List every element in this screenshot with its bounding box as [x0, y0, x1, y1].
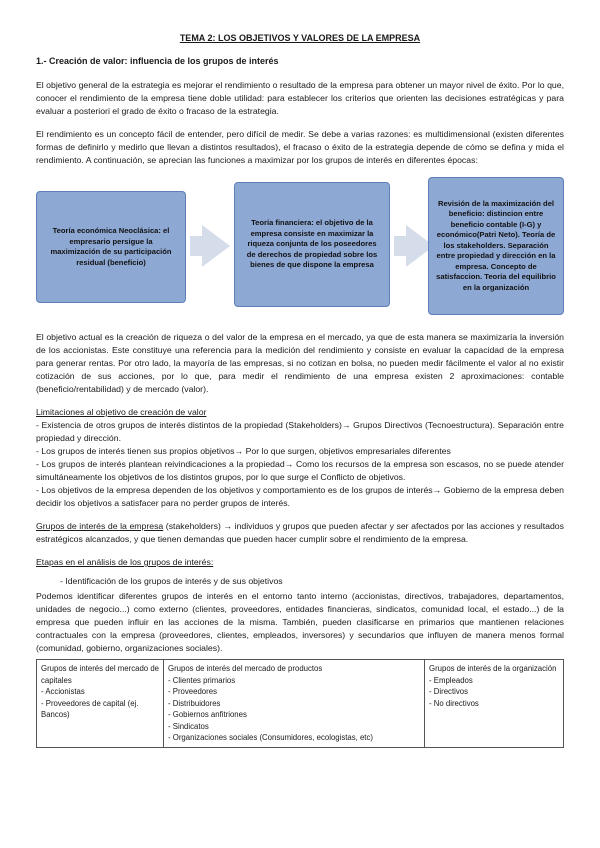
limitaciones-title: Limitaciones al objetivo de creación de valor [36, 407, 207, 417]
limitacion-item: - Los grupos de interés tienen sus propios objetivos→ Por lo que surgen, objetivos empresariales diferentes [36, 446, 451, 456]
etapas-step: - Identificación de los grupos de interés y de sus objetivos [60, 576, 283, 586]
flow-box-neoclassical [36, 191, 186, 303]
grupos-text: (stakeholders) → individuos y grupos que pueden afectar y ser afectados por las acciones y resultados estratégicos alcanzados, y que tienen demandas que pueden hacer cumplir sobre el rendimiento de la empresa. [36, 521, 564, 544]
cell-item: - Distribuidores [168, 698, 221, 708]
cell-title: Grupos de interés del mercado de productos [168, 664, 323, 673]
cell-item: - No directivos [429, 698, 479, 708]
section-heading: 1.- Creación de valor: influencia de los grupos de interés [36, 56, 279, 66]
cell-item: - Empleados [429, 675, 473, 685]
cell-item: - Accionistas [41, 687, 85, 696]
cell-item: - Gobiernos anfitriones [168, 710, 247, 719]
arrow-right-icon [202, 225, 230, 267]
table-cell-organizacion [425, 660, 564, 748]
cell-title: Grupos de interés de la organización [429, 664, 557, 673]
flow-box-revision-text: Revisión de la maximización del beneficio: distincion entre beneficio contable (I-G) y económico(Patri Neto). Teoría de los stakeholders. Separación entre propiedad y dirección en la empresa. Concepto de satisfaccion. Teoría del equilibrio en la organización [436, 198, 556, 292]
cell-title: Grupos de interés del mercado de capitales [41, 664, 159, 685]
paragraph-3: El objetivo actual es la creación de riqueza o del valor de la empresa en el mercado, ya que de esta manera se maximizaría la inversión de los accionistas. Este constituye una referencia para la medición del rendimiento y consiste en evaluar la capacidad de la empresa para generar rentas. Por otro lado, la mayoría de las empresas, si no cotizan en bolsa, no pueden medir fácilmente el valor al no existir cotización de sus acciones, por lo que, para medir el rendimiento de una empresa existen 2 aproximaciones: contable (beneficio/rentabilidad) y de mercado (valor). [36, 332, 564, 394]
flow-box-neoclassical-text: Teoría económica Neoclásica: el empresario persigue la maximización de su participación residual (beneficio) [50, 226, 172, 267]
flow-box-financial [234, 182, 390, 307]
etapas-paragraph: Podemos identificar diferentes grupos de interés en el entorno tanto interno (accionistas, directivos, trabajadores, departamentos, unidades de negocio...) como externo (clientes, proveedores, entidades financieras, sindicatos, comunidad local, el estado...) de la empresa que pueden influir en las acciones de la misma. También, pueden clasificarse en primarios que mantienen relaciones contractuales con la empresa (proveedores, clientes, empleados, inversores) y secundarios que influyen de manera menos formal (comunidad, gobierno, organizaciones sociales). [36, 591, 564, 653]
cell-item: - Proveedores de capital (ej. Bancos) [41, 698, 139, 719]
grupos-definition [36, 520, 564, 546]
table-cell-capitales [37, 660, 164, 748]
cell-item: - Sindicatos [168, 721, 209, 731]
limitacion-item: - Los grupos de interés plantean reivindicaciones a la propiedad→ Como los recursos de la empresa son escasos, no se puede atender simultáneamente los objetivos de los distintos grupos, por lo que surge el Conflicto de objetivos. [36, 459, 564, 482]
table-row [37, 660, 564, 748]
cell-item: - Directivos [429, 687, 468, 696]
paragraph-2: El rendimiento es un concepto fácil de entender, pero difícil de medir. Se debe a varias razones: es multidimensional (existen diferentes formas de definirlo y medirlo que llevan a distintos resultados), el fracaso o éxito de la estrategia depende de cómo se defina y mida el rendimiento. A continuación, se aprecian las funciones a maximizar por los grupos de interés en diferentes épocas: [36, 129, 564, 165]
limitaciones-section [36, 406, 564, 510]
paragraph-1: El objetivo general de la estrategia es mejorar el rendimiento o resultado de la empresa para obtener un mayor nivel de éxito. Por lo que, conocer el rendimiento de la empresa tiene doble utilidad: para establecer los criterios que orienten las decisiones estratégicas y para evaluar a posteriori el grado de éxito o fracaso de la estrategia. [36, 80, 564, 116]
table-cell-productos [164, 660, 425, 748]
cell-item: - Organizaciones sociales (Consumidores, ecologistas, etc) [168, 733, 373, 742]
stakeholders-table [36, 659, 564, 748]
flow-box-financial-text: Teoría financiera: el objetivo de la empresa consiste en maximizar la riqueza conjunta de los poseedores de derechos de propiedad sobre los bienes de que dispone la empresa [246, 218, 378, 270]
flow-diagram [36, 177, 564, 317]
etapas-title: Etapas en el análisis de los grupos de interés: [36, 557, 214, 567]
cell-item: - Proveedores [168, 687, 217, 696]
limitacion-item: - Existencia de otros grupos de interés distintos de la propiedad (Stakeholders)→ Grupos Directivos (Tecnoestructura). Separación entre propiedad y dirección. [36, 420, 564, 443]
grupos-title: Grupos de interés de la empresa [36, 521, 164, 531]
page-title: TEMA 2: LOS OBJETIVOS Y VALORES DE LA EMPRESA [179, 33, 421, 43]
document-page [36, 32, 564, 748]
flow-box-revision [428, 177, 564, 315]
limitacion-item: - Los objetivos de la empresa dependen de los objetivos y comportamiento es de los grupos de interés→ Gobierno de la empresa deben decidir los objetivos a satisfacer para no perder grupos de interés. [36, 485, 564, 508]
cell-item: - Clientes primarios [168, 675, 236, 685]
